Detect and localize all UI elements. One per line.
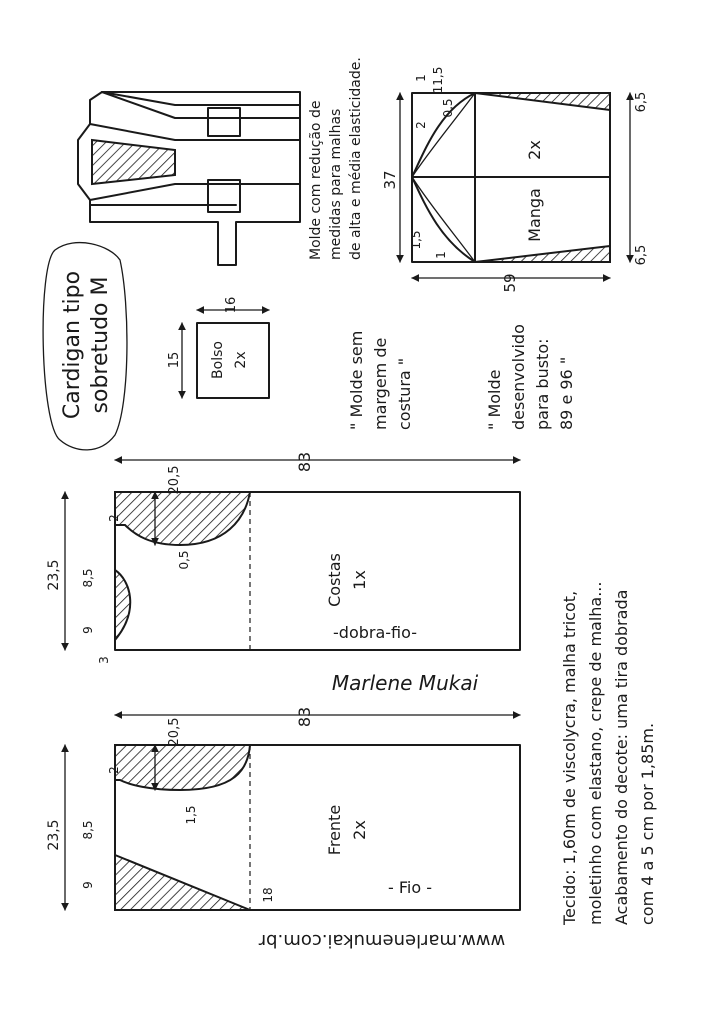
back-length: 83 <box>295 451 314 473</box>
fabric-note <box>560 582 657 926</box>
fabric-line4: com 4 a 5 cm por 1,85m. <box>638 722 657 925</box>
sleeve-cap-3: 0,5 <box>441 98 455 118</box>
cardigan-sketch <box>78 92 300 265</box>
sleeve-cap-4: 1,5 <box>409 230 423 250</box>
front-piece <box>46 707 520 910</box>
title-line1: Cardigan tipo <box>60 270 85 420</box>
sleeve-qty: 2x <box>525 140 544 160</box>
sleeve-bottom-offset: 6,5 <box>634 244 649 266</box>
sleeve-top-offset: 6,5 <box>634 91 649 113</box>
back-neck-1: 8,5 <box>81 568 95 588</box>
reduction-line2: medidas para malhas <box>328 108 344 260</box>
title-line2: sobretudo M <box>88 276 113 414</box>
front-length: 83 <box>295 706 314 728</box>
reduction-note <box>308 57 364 260</box>
reduction-line1: Molde com redução de <box>308 100 324 260</box>
sleeve-length: 59 <box>501 273 519 293</box>
back-fold-label: -dobra-fio- <box>333 623 417 642</box>
developed-line4: 89 e 96 " <box>557 356 576 430</box>
developed-line1: " Molde <box>485 369 504 430</box>
front-neck-drop: 2 <box>107 766 121 774</box>
front-neck-1: 8,5 <box>81 820 95 840</box>
front-neck-2: 9 <box>81 881 95 889</box>
sleeve-cap-1: 1 <box>414 74 428 82</box>
sleeve-cap-5: 1 <box>434 251 448 259</box>
note-no-seam <box>347 331 414 430</box>
fabric-line1: Tecido: 1,60m de viscolycra, malha tricot, <box>560 590 579 925</box>
no-seam-line1: " Molde sem <box>347 330 366 430</box>
pocket-piece <box>167 297 269 398</box>
pocket-width: 15 <box>167 351 182 369</box>
fabric-line2: moletinho com elastano, crepe de malha... <box>586 581 605 925</box>
front-armhole: 1,5 <box>184 805 198 825</box>
back-name: Costas <box>325 553 344 607</box>
front-shoulder: 20,5 <box>167 717 182 747</box>
sleeve-name: Manga <box>525 188 544 242</box>
back-width: 23,5 <box>46 559 62 591</box>
front-grain-label: - Fio - <box>388 878 432 897</box>
sleeve-cap-height: 11,5 <box>431 66 445 94</box>
reduction-line3: de alta e média elasticidade. <box>348 57 364 260</box>
back-neck-2: 9 <box>81 626 95 634</box>
back-shoulder: 20,5 <box>167 465 182 495</box>
developed-line2: desenvolvido <box>509 324 528 430</box>
back-piece <box>46 452 520 664</box>
back-neck-3: 3 <box>97 656 111 664</box>
pocket-qty: 2x <box>233 351 249 369</box>
back-qty: 1x <box>350 570 369 590</box>
back-neck-drop: 2 <box>107 514 121 522</box>
pocket-height: 16 <box>224 296 239 314</box>
signature: Marlene Mukai <box>331 671 479 695</box>
back-armhole: 0,5 <box>177 550 191 570</box>
front-qty: 2x <box>350 820 369 840</box>
front-hem: 18 <box>261 887 275 903</box>
title-block <box>43 243 127 450</box>
front-width: 23,5 <box>46 819 62 851</box>
no-seam-line2: margem de <box>371 337 390 430</box>
sleeve-piece <box>381 67 649 293</box>
sleeve-width: 37 <box>381 170 399 190</box>
note-developed <box>485 324 576 430</box>
website-url: www.marlenemukai.com.br <box>258 930 506 951</box>
pocket-name: Bolso <box>210 341 226 379</box>
sleeve-cap-2: 2 <box>414 121 428 129</box>
fabric-line3: Acabamento do decote: uma tira dobrada <box>612 589 631 925</box>
developed-line3: para busto: <box>533 338 552 430</box>
no-seam-line3: costura " <box>395 357 414 430</box>
front-name: Frente <box>325 804 344 856</box>
